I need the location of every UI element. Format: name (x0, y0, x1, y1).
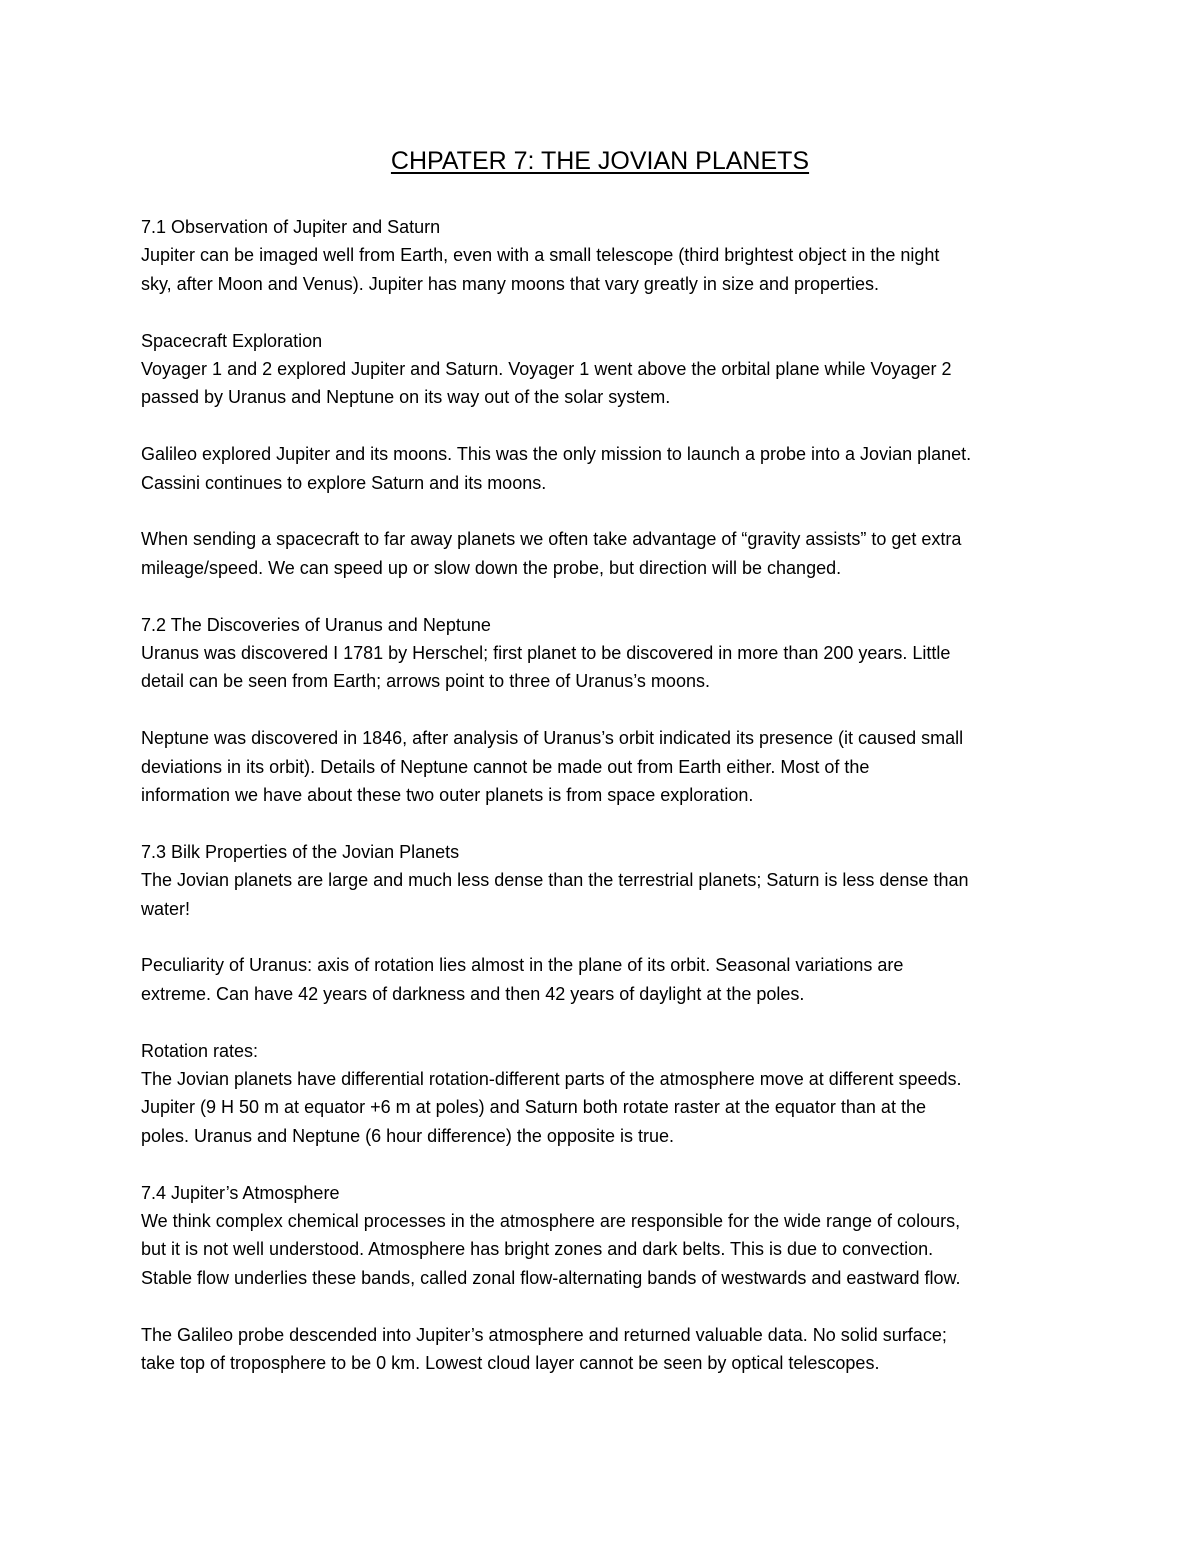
text-line: mileage/speed. We can speed up or slow down the probe, but direction will be changed. (141, 557, 842, 578)
paragraph (141, 525, 1061, 582)
text-line: Stable flow underlies these bands, called zonal flow-alternating bands of westwards and eastward flow. (141, 1267, 961, 1288)
text-line: Uranus was discovered I 1781 by Herschel; first planet to be discovered in more than 200 years. Little (141, 643, 951, 664)
text-line: Peculiarity of Uranus: axis of rotation lies almost in the plane of its orbit. Seasonal variations are (141, 955, 904, 976)
text-line: Jupiter can be imaged well from Earth, even with a small telescope (third brightest object in the night (141, 245, 940, 266)
text-line: 7.2 The Discoveries of Uranus and Neptune (141, 614, 491, 635)
text-line: 7.3 Bilk Properties of the Jovian Planets (141, 841, 460, 862)
paragraph (141, 213, 1061, 298)
text-line: Spacecraft Exploration (141, 330, 323, 351)
text-line: When sending a spacecraft to far away planets we often take advantage of “gravity assists” to get extra (141, 529, 962, 550)
text-line: The Jovian planets are large and much less dense than the terrestrial planets; Saturn is less dense than (141, 870, 969, 891)
paragraph (141, 1179, 1061, 1293)
text-line: take top of troposphere to be 0 km. Lowest cloud layer cannot be seen by optical telescopes. (141, 1353, 880, 1374)
paragraph (141, 838, 1061, 923)
text-line: sky, after Moon and Venus). Jupiter has many moons that vary greatly in size and properties. (141, 273, 880, 294)
paragraph (141, 951, 1061, 1008)
text-line: The Jovian planets have differential rotation-different parts of the atmosphere move at different speeds. (141, 1069, 962, 1090)
text-line: 7.4 Jupiter’s Atmosphere (141, 1182, 340, 1203)
text-line: water! (141, 898, 191, 919)
text-line: poles. Uranus and Neptune (6 hour difference) the opposite is true. (141, 1125, 674, 1146)
paragraph (141, 1321, 1061, 1378)
document-title: CHPATER 7: THE JOVIAN PLANETS (390, 147, 810, 175)
text-line: but it is not well understood. Atmosphere has bright zones and dark belts. This is due to convection. (141, 1239, 934, 1260)
text-line: deviations in its orbit). Details of Neptune cannot be made out from Earth either. Most of the (141, 756, 870, 777)
text-line: detail can be seen from Earth; arrows point to three of Uranus’s moons. (141, 671, 710, 692)
document-body (141, 213, 1061, 1406)
text-line: passed by Uranus and Neptune on its way out of the solar system. (141, 387, 671, 408)
paragraph (141, 440, 1061, 497)
text-line: information we have about these two outer planets is from space exploration. (141, 785, 754, 806)
text-line: The Galileo probe descended into Jupiter’s atmosphere and returned valuable data. No solid surface; (141, 1324, 947, 1345)
paragraph (141, 327, 1061, 412)
text-line: Jupiter (9 H 50 m at equator +6 m at poles) and Saturn both rotate raster at the equator than at the (141, 1097, 926, 1118)
text-line: Rotation rates: (141, 1040, 259, 1061)
text-line: Cassini continues to explore Saturn and its moons. (141, 472, 547, 493)
text-line: extreme. Can have 42 years of darkness and then 42 years of daylight at the poles. (141, 983, 805, 1004)
text-line: We think complex chemical processes in the atmosphere are responsible for the wide range of colours, (141, 1211, 961, 1232)
text-line: Galileo explored Jupiter and its moons. This was the only mission to launch a probe into a Jovian planet. (141, 444, 972, 465)
text-line: Voyager 1 and 2 explored Jupiter and Saturn. Voyager 1 went above the orbital plane while Voyager 2 (141, 359, 952, 380)
paragraph (141, 611, 1061, 696)
paragraph (141, 724, 1061, 809)
paragraph (141, 1037, 1061, 1151)
text-line: Neptune was discovered in 1846, after analysis of Uranus’s orbit indicated its presence (it caused small (141, 728, 964, 749)
text-line: 7.1 Observation of Jupiter and Saturn (141, 217, 441, 237)
